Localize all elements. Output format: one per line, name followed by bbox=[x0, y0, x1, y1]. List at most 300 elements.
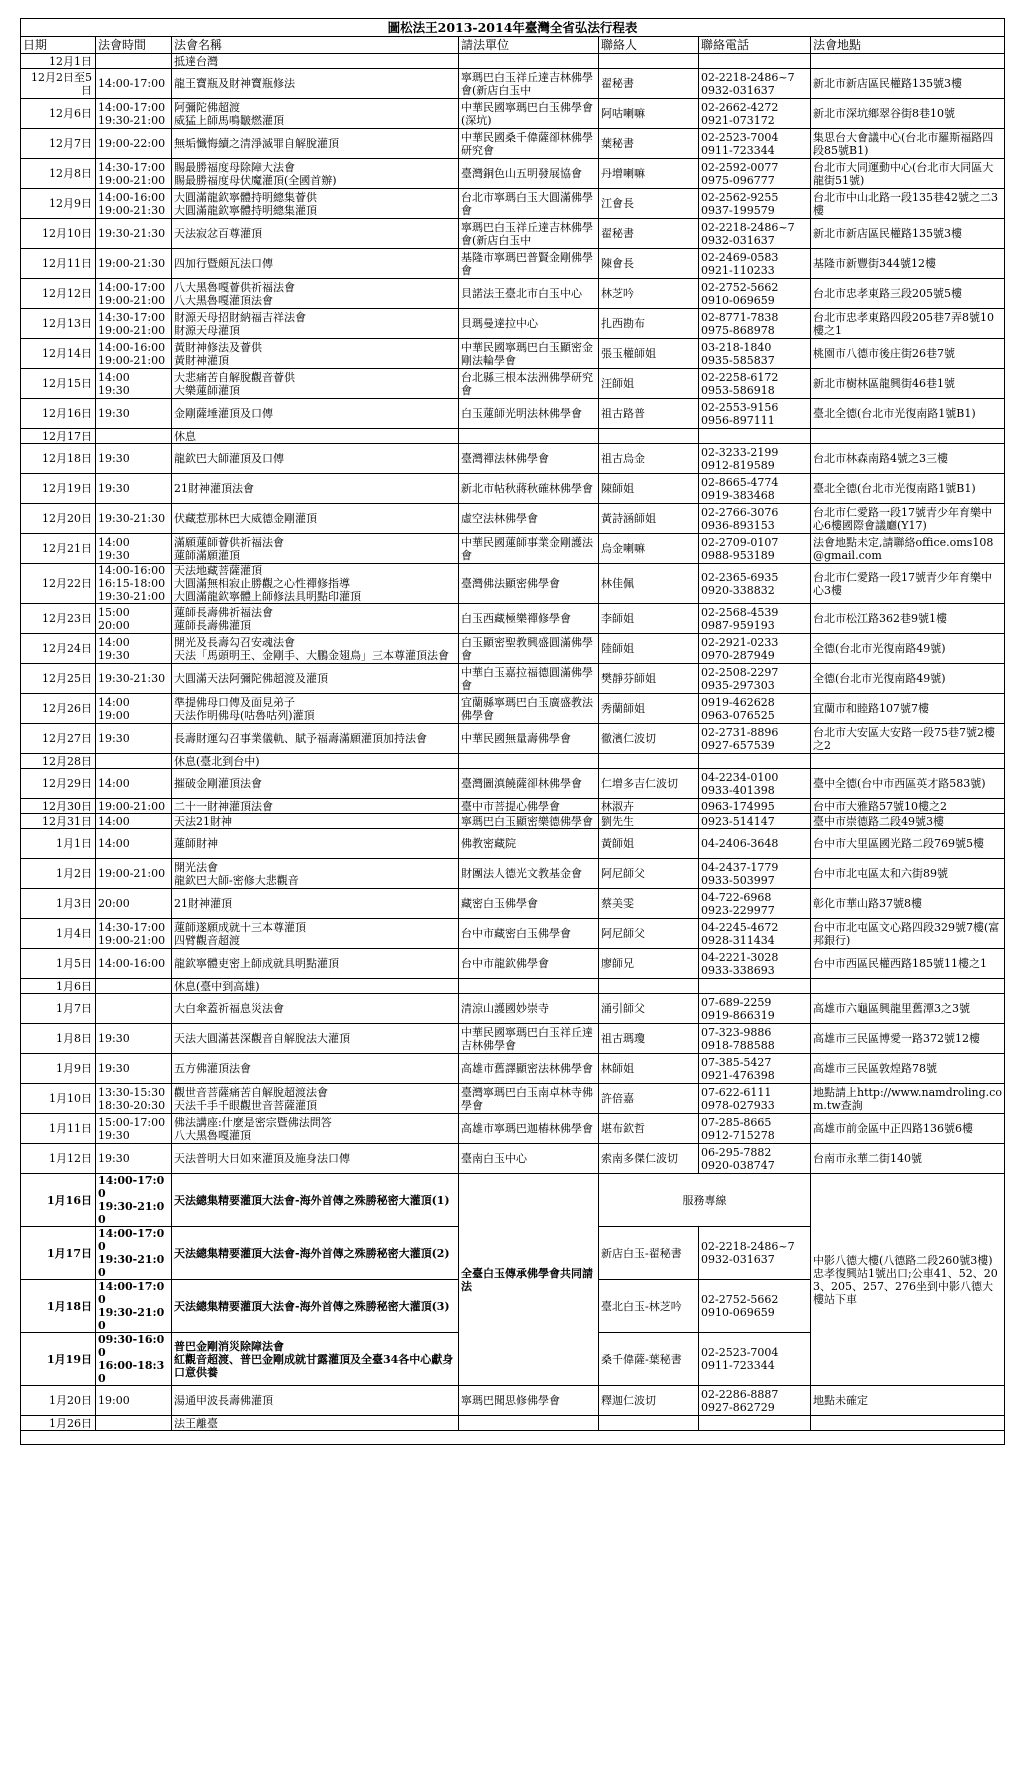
contact-cell: 涌引師父 bbox=[599, 994, 699, 1024]
date-cell: 12月24日 bbox=[21, 634, 96, 664]
time-cell: 19:30 bbox=[96, 474, 172, 504]
table-row bbox=[21, 1174, 1005, 1227]
phone-cell: 02-2662-4272 0921-073172 bbox=[699, 99, 811, 129]
venue-cell: 全德(台北市光復南路49號) bbox=[811, 634, 1005, 664]
date-cell: 1月4日 bbox=[21, 919, 96, 949]
venue-cell: 地點未確定 bbox=[811, 1386, 1005, 1416]
table-row bbox=[21, 279, 1005, 309]
event-name-cell: 觀世音菩薩痛苦自解脫超渡法會 天法千手千眼觀世音菩薩灌頂 bbox=[172, 1084, 459, 1114]
host-org-cell bbox=[459, 429, 599, 444]
time-cell: 19:30-21:30 bbox=[96, 664, 172, 694]
host-org-cell: 虛空法林佛學會 bbox=[459, 504, 599, 534]
date-cell: 12月23日 bbox=[21, 604, 96, 634]
venue-cell: 台南市永華二街140號 bbox=[811, 1144, 1005, 1174]
host-org-cell: 寧瑪巴聞思修佛學會 bbox=[459, 1386, 599, 1416]
header-date: 日期 bbox=[21, 37, 96, 54]
venue-cell bbox=[811, 979, 1005, 994]
time-cell: 14:00 bbox=[96, 829, 172, 859]
time-cell: 19:00 bbox=[96, 1386, 172, 1416]
table-row bbox=[21, 369, 1005, 399]
table-row bbox=[21, 129, 1005, 159]
date-cell: 12月10日 bbox=[21, 219, 96, 249]
event-name-cell: 天法總集精要灌頂大法會-海外首傳之殊勝秘密大灌頂(1) bbox=[172, 1174, 459, 1227]
event-name-cell: 開光法會 龍欽巴大師-密修大悲觀音 bbox=[172, 859, 459, 889]
host-org-cell bbox=[459, 979, 599, 994]
contact-cell: 汪師姐 bbox=[599, 369, 699, 399]
contact-cell: 新店白玉-翟秘書 bbox=[599, 1227, 699, 1280]
time-cell: 14:00-17:00 bbox=[96, 69, 172, 99]
event-name-cell: 五方佛灌頂法會 bbox=[172, 1054, 459, 1084]
table-row bbox=[21, 769, 1005, 799]
host-org-cell: 基隆市寧瑪巴普賢金剛佛學會 bbox=[459, 249, 599, 279]
phone-cell: 02-2218-2486~7 0932-031637 bbox=[699, 1227, 811, 1280]
contact-cell bbox=[599, 1416, 699, 1431]
time-cell: 20:00 bbox=[96, 889, 172, 919]
time-cell: 19:30 bbox=[96, 399, 172, 429]
time-cell: 19:30-21:30 bbox=[96, 219, 172, 249]
time-cell: 19:30 bbox=[96, 1024, 172, 1054]
phone-cell: 02-2286-8887 0927-862729 bbox=[699, 1386, 811, 1416]
time-cell bbox=[96, 429, 172, 444]
date-cell: 12月25日 bbox=[21, 664, 96, 694]
date-cell: 12月7日 bbox=[21, 129, 96, 159]
time-cell: 14:00 19:30 bbox=[96, 634, 172, 664]
host-org-cell: 清涼山護國妙崇寺 bbox=[459, 994, 599, 1024]
date-cell: 12月27日 bbox=[21, 724, 96, 754]
event-name-cell: 天法總集精要灌頂大法會-海外首傳之殊勝秘密大灌頂(2) bbox=[172, 1227, 459, 1280]
date-cell: 1月12日 bbox=[21, 1144, 96, 1174]
contact-cell: 秀蘭師姐 bbox=[599, 694, 699, 724]
time-cell: 19:30 bbox=[96, 1144, 172, 1174]
table-row bbox=[21, 1054, 1005, 1084]
contact-cell: 釋迦仁波切 bbox=[599, 1386, 699, 1416]
date-cell: 12月28日 bbox=[21, 754, 96, 769]
time-cell: 19:30 bbox=[96, 1054, 172, 1084]
phone-cell bbox=[699, 1416, 811, 1431]
time-cell bbox=[96, 994, 172, 1024]
event-name-cell: 休息(臺北到台中) bbox=[172, 754, 459, 769]
contact-cell: 林師姐 bbox=[599, 1054, 699, 1084]
phone-cell: 07-323-9886 0918-788588 bbox=[699, 1024, 811, 1054]
time-cell: 14:00 19:00 bbox=[96, 694, 172, 724]
phone-cell: 02-2523-7004 0911-723344 bbox=[699, 129, 811, 159]
host-org-cell: 寧瑪巴白玉祥丘達吉林佛學會(新店白玉中 bbox=[459, 219, 599, 249]
event-name-cell: 準提佛母口傳及面見弟子 天法作明佛母(咕魯咕列)灌頂 bbox=[172, 694, 459, 724]
header-contact: 聯絡人 bbox=[599, 37, 699, 54]
phone-cell bbox=[699, 54, 811, 69]
date-cell: 12月30日 bbox=[21, 799, 96, 814]
venue-cell: 台中市大雅路57號10樓之2 bbox=[811, 799, 1005, 814]
table-row bbox=[21, 814, 1005, 829]
phone-cell: 02-8771-7838 0975-868978 bbox=[699, 309, 811, 339]
phone-cell: 04-2221-3028 0933-338693 bbox=[699, 949, 811, 979]
phone-cell: 07-622-6111 0978-027933 bbox=[699, 1084, 811, 1114]
table-row bbox=[21, 309, 1005, 339]
phone-cell: 02-2553-9156 0956-897111 bbox=[699, 399, 811, 429]
date-cell: 12月19日 bbox=[21, 474, 96, 504]
venue-cell: 高雄市六龜區興龍里舊潭3之3號 bbox=[811, 994, 1005, 1024]
time-cell: 14:00-16:00 bbox=[96, 949, 172, 979]
event-name-cell: 抵達台灣 bbox=[172, 54, 459, 69]
phone-cell: 02-2523-7004 0911-723344 bbox=[699, 1333, 811, 1386]
contact-cell: 丹增喇嘛 bbox=[599, 159, 699, 189]
venue-cell: 台北市林森南路4號之3三樓 bbox=[811, 444, 1005, 474]
contact-cell: 黃師姐 bbox=[599, 829, 699, 859]
event-name-cell: 休息 bbox=[172, 429, 459, 444]
venue-cell: 台北市忠孝東路三段205號5樓 bbox=[811, 279, 1005, 309]
page-title: 圖松法王2013-2014年臺灣全省弘法行程表 bbox=[21, 19, 1005, 37]
venue-cell: 台北市中山北路一段135巷42號之二3樓 bbox=[811, 189, 1005, 219]
time-cell: 19:30 bbox=[96, 724, 172, 754]
event-name-cell: 賜最勝福度母除障大法會 賜最勝福度母伏魔灌頂(全國首辦) bbox=[172, 159, 459, 189]
host-org-cell: 中華白玉嘉拉福德圓滿佛學會 bbox=[459, 664, 599, 694]
host-org-cell bbox=[459, 54, 599, 69]
contact-cell: 樊靜芬師姐 bbox=[599, 664, 699, 694]
event-name-cell: 天法21財神 bbox=[172, 814, 459, 829]
contact-cell: 林佳佩 bbox=[599, 564, 699, 604]
phone-cell: 0919-462628 0963-076525 bbox=[699, 694, 811, 724]
contact-cell: 李師姐 bbox=[599, 604, 699, 634]
venue-cell: 彰化市華山路37號8樓 bbox=[811, 889, 1005, 919]
table-row bbox=[21, 249, 1005, 279]
contact-cell: 仁增多吉仁波切 bbox=[599, 769, 699, 799]
venue-cell: 台北市大同運動中心(台北市大同區大龍街51號) bbox=[811, 159, 1005, 189]
date-cell: 1月17日 bbox=[21, 1227, 96, 1280]
date-cell: 1月18日 bbox=[21, 1280, 96, 1333]
contact-cell: 祖古路普 bbox=[599, 399, 699, 429]
venue-cell: 中影八德大樓(八德路二段260號3樓)忠孝復興站1號出口;公車41、52、203、205、257、276坐到中影八德大樓站下車 bbox=[811, 1174, 1005, 1386]
time-cell: 14:00 bbox=[96, 769, 172, 799]
host-org-cell: 白玉西藏極樂禪修學會 bbox=[459, 604, 599, 634]
date-cell: 1月1日 bbox=[21, 829, 96, 859]
host-org-cell: 臺灣圖滇饒薩卻林佛學會 bbox=[459, 769, 599, 799]
table-row bbox=[21, 69, 1005, 99]
contact-cell: 黃詩涵師姐 bbox=[599, 504, 699, 534]
contact-cell: 阿咕喇嘛 bbox=[599, 99, 699, 129]
time-cell: 19:00-21:00 bbox=[96, 859, 172, 889]
event-name-cell: 二十一財神灌頂法會 bbox=[172, 799, 459, 814]
table-row bbox=[21, 1386, 1005, 1416]
contact-cell: 林淑卉 bbox=[599, 799, 699, 814]
phone-cell: 04-2406-3648 bbox=[699, 829, 811, 859]
contact-cell: 烏金喇嘛 bbox=[599, 534, 699, 564]
contact-cell: 臺北白玉-林芝吟 bbox=[599, 1280, 699, 1333]
header-name: 法會名稱 bbox=[172, 37, 459, 54]
time-cell: 14:00-16:00 16:15-18:00 19:30-21:00 bbox=[96, 564, 172, 604]
blank-row bbox=[21, 1431, 1005, 1445]
event-name-cell: 八大黑魯嘎薈供祈福法會 八大黑魯嘎灌頂法會 bbox=[172, 279, 459, 309]
date-cell: 12月21日 bbox=[21, 534, 96, 564]
host-org-cell: 中華民國蓮師事業金剛護法會 bbox=[459, 534, 599, 564]
header-row bbox=[21, 37, 1005, 54]
date-cell: 12月6日 bbox=[21, 99, 96, 129]
event-name-cell: 大白傘蓋祈福息災法會 bbox=[172, 994, 459, 1024]
phone-cell: 04-2245-4672 0928-311434 bbox=[699, 919, 811, 949]
time-cell: 14:00-16:00 19:00-21:30 bbox=[96, 189, 172, 219]
phone-cell: 04-2234-0100 0933-401398 bbox=[699, 769, 811, 799]
host-org-cell: 貝瑪曼達拉中心 bbox=[459, 309, 599, 339]
phone-cell: 02-2562-9255 0937-199579 bbox=[699, 189, 811, 219]
venue-cell: 台中市西區民權西路185號11樓之1 bbox=[811, 949, 1005, 979]
venue-cell: 全德(台北市光復南路49號) bbox=[811, 664, 1005, 694]
header-org: 請法單位 bbox=[459, 37, 599, 54]
venue-cell: 臺北全德(台北市光復南路1號B1) bbox=[811, 474, 1005, 504]
phone-cell: 02-2766-3076 0936-893153 bbox=[699, 504, 811, 534]
time-cell: 14:00 bbox=[96, 814, 172, 829]
venue-cell: 基隆市新豐街344號12樓 bbox=[811, 249, 1005, 279]
table-row bbox=[21, 54, 1005, 69]
table-row bbox=[21, 474, 1005, 504]
time-cell bbox=[96, 54, 172, 69]
contact-cell bbox=[599, 754, 699, 769]
venue-cell: 高雄市前金區中正四路136號6樓 bbox=[811, 1114, 1005, 1144]
date-cell: 12月22日 bbox=[21, 564, 96, 604]
event-name-cell: 財源天母招財納福吉祥法會 財源天母灌頂 bbox=[172, 309, 459, 339]
contact-cell: 江會長 bbox=[599, 189, 699, 219]
contact-cell: 林芝吟 bbox=[599, 279, 699, 309]
host-org-cell: 貝諾法王臺北市白玉中心 bbox=[459, 279, 599, 309]
date-cell: 12月20日 bbox=[21, 504, 96, 534]
contact-cell: 陳會長 bbox=[599, 249, 699, 279]
date-cell: 12月13日 bbox=[21, 309, 96, 339]
phone-cell: 02-2568-4539 0987-959193 bbox=[699, 604, 811, 634]
date-cell: 12月16日 bbox=[21, 399, 96, 429]
table-row bbox=[21, 694, 1005, 724]
contact-cell: 張玉權師姐 bbox=[599, 339, 699, 369]
date-cell: 12月18日 bbox=[21, 444, 96, 474]
time-cell: 15:00 20:00 bbox=[96, 604, 172, 634]
table-row bbox=[21, 444, 1005, 474]
date-cell: 1月26日 bbox=[21, 1416, 96, 1431]
time-cell: 14:30-17:00 19:00-21:00 bbox=[96, 309, 172, 339]
event-name-cell: 長壽財運勾召事業儀軌、賦予福壽滿願灌頂加持法會 bbox=[172, 724, 459, 754]
phone-cell: 02-2921-0233 0970-287949 bbox=[699, 634, 811, 664]
phone-cell: 0923-514147 bbox=[699, 814, 811, 829]
event-name-cell: 黃財神修法及薈供 黃財神灌頂 bbox=[172, 339, 459, 369]
venue-cell: 台北市仁愛路一段17號青少年育樂中心6樓國際會議廳(Y17) bbox=[811, 504, 1005, 534]
host-org-cell bbox=[459, 754, 599, 769]
event-name-cell: 阿彌陀佛超渡 威猛上師馬鳴皺燃灌頂 bbox=[172, 99, 459, 129]
time-cell: 14:00-17:00 19:30-21:00 bbox=[96, 99, 172, 129]
phone-cell bbox=[699, 429, 811, 444]
contact-cell: 索南多傑仁波切 bbox=[599, 1144, 699, 1174]
host-org-cell: 臺灣禪法林佛學會 bbox=[459, 444, 599, 474]
event-name-cell: 蓮師遂願成就十三本尊灌頂 四臂觀音超渡 bbox=[172, 919, 459, 949]
contact-cell: 扎西勘布 bbox=[599, 309, 699, 339]
phone-cell: 02-2592-0077 0975-096777 bbox=[699, 159, 811, 189]
phone-cell bbox=[699, 754, 811, 769]
phone-cell: 02-2469-0583 0921-110233 bbox=[699, 249, 811, 279]
table-row bbox=[21, 634, 1005, 664]
venue-cell: 集思台大會議中心(台北市羅斯福路四段85號B1) bbox=[811, 129, 1005, 159]
header-time: 法會時間 bbox=[96, 37, 172, 54]
event-name-cell: 龍王寶瓶及財神寶瓶修法 bbox=[172, 69, 459, 99]
host-org-cell: 高雄市舊譯顯密法林佛學會 bbox=[459, 1054, 599, 1084]
table-row bbox=[21, 564, 1005, 604]
host-org-cell: 白玉顯密聖教興盛圓滿佛學會 bbox=[459, 634, 599, 664]
event-name-cell: 休息(臺中到高雄) bbox=[172, 979, 459, 994]
contact-cell: 蔡美雯 bbox=[599, 889, 699, 919]
phone-cell: 02-2709-0107 0988-953189 bbox=[699, 534, 811, 564]
host-org-cell: 中華民國桑千偉薩卻林佛學研究會 bbox=[459, 129, 599, 159]
contact-cell: 祖古瑪瓊 bbox=[599, 1024, 699, 1054]
time-cell: 14:00-17:00 19:30-21:00 bbox=[96, 1280, 172, 1333]
venue-cell: 臺中全德(台中市西區英才路583號) bbox=[811, 769, 1005, 799]
phone-cell: 06-295-7882 0920-038747 bbox=[699, 1144, 811, 1174]
phone-cell: 02-2258-6172 0953-586918 bbox=[699, 369, 811, 399]
contact-cell: 陳師姐 bbox=[599, 474, 699, 504]
event-name-cell: 蓮師長壽佛祈福法會 蓮師長壽佛灌頂 bbox=[172, 604, 459, 634]
table-row bbox=[21, 429, 1005, 444]
table-row bbox=[21, 1144, 1005, 1174]
host-org-cell: 台中市藏密白玉佛學會 bbox=[459, 919, 599, 949]
table-row bbox=[21, 724, 1005, 754]
venue-cell: 新北市新店區民權路135號3樓 bbox=[811, 219, 1005, 249]
event-name-cell: 滿願蓮師薈供祈福法會 蓮師滿願灌頂 bbox=[172, 534, 459, 564]
time-cell: 19:30 bbox=[96, 444, 172, 474]
phone-cell: 02-2218-2486~7 0932-031637 bbox=[699, 69, 811, 99]
date-cell: 1月3日 bbox=[21, 889, 96, 919]
date-cell: 1月19日 bbox=[21, 1333, 96, 1386]
table-row bbox=[21, 189, 1005, 219]
event-name-cell: 佛法講座:什麼是密宗暨佛法問答 八大黑魯嘎灌頂 bbox=[172, 1114, 459, 1144]
venue-cell: 台北市松江路362巷9號1樓 bbox=[811, 604, 1005, 634]
host-org-cell: 高雄市寧瑪巴迦樁林佛學會 bbox=[459, 1114, 599, 1144]
contact-cell: 翟秘書 bbox=[599, 69, 699, 99]
time-cell bbox=[96, 979, 172, 994]
table-row bbox=[21, 919, 1005, 949]
phone-cell: 02-2752-5662 0910-069659 bbox=[699, 1280, 811, 1333]
event-name-cell: 摧破金剛灌頂法會 bbox=[172, 769, 459, 799]
time-cell: 19:00-21:00 bbox=[96, 799, 172, 814]
phone-cell: 02-2218-2486~7 0932-031637 bbox=[699, 219, 811, 249]
contact-cell: 桑千偉薩-葉秘書 bbox=[599, 1333, 699, 1386]
table-row bbox=[21, 994, 1005, 1024]
host-org-cell: 台北市寧瑪白玉大圓滿佛學會 bbox=[459, 189, 599, 219]
venue-cell: 臺中市崇德路二段49號3樓 bbox=[811, 814, 1005, 829]
date-cell: 12月26日 bbox=[21, 694, 96, 724]
phone-cell: 02-2752-5662 0910-069659 bbox=[699, 279, 811, 309]
date-cell: 1月2日 bbox=[21, 859, 96, 889]
venue-cell: 新北市樹林區龍興街46巷1號 bbox=[811, 369, 1005, 399]
time-cell: 14:00-17:00 19:30-21:00 bbox=[96, 1227, 172, 1280]
header-phone: 聯絡電話 bbox=[699, 37, 811, 54]
table-row bbox=[21, 159, 1005, 189]
table-row bbox=[21, 664, 1005, 694]
event-name-cell: 法王離臺 bbox=[172, 1416, 459, 1431]
host-org-cell: 藏密白玉佛學會 bbox=[459, 889, 599, 919]
contact-cell: 堪布欽哲 bbox=[599, 1114, 699, 1144]
date-cell: 1月16日 bbox=[21, 1174, 96, 1227]
event-name-cell: 天法寂忿百尊灌頂 bbox=[172, 219, 459, 249]
contact-cell: 阿尼師父 bbox=[599, 859, 699, 889]
date-cell: 12月14日 bbox=[21, 339, 96, 369]
date-cell: 1月9日 bbox=[21, 1054, 96, 1084]
event-name-cell: 蓮師財神 bbox=[172, 829, 459, 859]
venue-cell: 臺北全德(台北市光復南路1號B1) bbox=[811, 399, 1005, 429]
service-hotline-label: 服務專線 bbox=[599, 1174, 811, 1227]
time-cell: 14:00-17:00 19:30-21:00 bbox=[96, 1174, 172, 1227]
time-cell: 14:00-16:00 19:00-21:00 bbox=[96, 339, 172, 369]
phone-cell: 04-722-6968 0923-229977 bbox=[699, 889, 811, 919]
venue-cell: 台中市大里區國光路二段769號5樓 bbox=[811, 829, 1005, 859]
host-org-cell: 臺灣佛法顯密佛學會 bbox=[459, 564, 599, 604]
date-cell: 12月1日 bbox=[21, 54, 96, 69]
date-cell: 12月8日 bbox=[21, 159, 96, 189]
phone-cell: 02-2731-8896 0927-657539 bbox=[699, 724, 811, 754]
phone-cell: 03-218-1840 0935-585837 bbox=[699, 339, 811, 369]
event-name-cell: 開光及長壽勾召安魂法會 天法「馬頭明王、金剛手、大鵬金翅鳥」三本尊灌頂法會 bbox=[172, 634, 459, 664]
host-org-cell: 宜蘭縣寧瑪巴白玉廣盛教法佛學會 bbox=[459, 694, 599, 724]
host-org-cell: 中華民國寧瑪巴白玉祥丘達吉林佛學會 bbox=[459, 1024, 599, 1054]
contact-cell: 葉秘書 bbox=[599, 129, 699, 159]
venue-cell: 新北市深坑鄉翠谷街8巷10號 bbox=[811, 99, 1005, 129]
table-row bbox=[21, 399, 1005, 429]
date-cell: 1月20日 bbox=[21, 1386, 96, 1416]
time-cell: 13:30-15:30 18:30-20:30 bbox=[96, 1084, 172, 1114]
time-cell: 14:00 19:30 bbox=[96, 534, 172, 564]
event-name-cell: 21財神灌頂 bbox=[172, 889, 459, 919]
table-row bbox=[21, 829, 1005, 859]
table-row bbox=[21, 859, 1005, 889]
host-org-cell: 中華民國寧瑪巴白玉顯密金剛法輪學會 bbox=[459, 339, 599, 369]
blank-cell bbox=[21, 1431, 1005, 1445]
date-cell: 1月8日 bbox=[21, 1024, 96, 1054]
phone-cell: 07-285-8665 0912-715278 bbox=[699, 1114, 811, 1144]
event-name-cell: 大圓滿龍欽寧體持明總集薈供 大圓滿龍欽寧體持明總集灌頂 bbox=[172, 189, 459, 219]
table-row bbox=[21, 534, 1005, 564]
venue-cell: 新北市新店區民權路135號3樓 bbox=[811, 69, 1005, 99]
date-cell: 12月31日 bbox=[21, 814, 96, 829]
table-row bbox=[21, 1084, 1005, 1114]
date-cell: 1月5日 bbox=[21, 949, 96, 979]
table-row bbox=[21, 504, 1005, 534]
host-org-cell: 台中市龍欽佛學會 bbox=[459, 949, 599, 979]
event-name-cell: 21財神灌頂法會 bbox=[172, 474, 459, 504]
date-cell: 1月6日 bbox=[21, 979, 96, 994]
host-org-cell: 臺灣銅色山五明發展協會 bbox=[459, 159, 599, 189]
event-name-cell: 伏藏惹那林巴大威德金剛灌頂 bbox=[172, 504, 459, 534]
phone-cell bbox=[699, 979, 811, 994]
phone-cell: 02-3233-2199 0912-819589 bbox=[699, 444, 811, 474]
time-cell: 14:00-17:00 19:00-21:00 bbox=[96, 279, 172, 309]
table-row bbox=[21, 799, 1005, 814]
contact-cell: 阿尼師父 bbox=[599, 919, 699, 949]
event-name-cell: 大悲痛苦自解脫觀音薈供 大樂蓮師灌頂 bbox=[172, 369, 459, 399]
event-name-cell: 天法總集精要灌頂大法會-海外首傳之殊勝秘密大灌頂(3) bbox=[172, 1280, 459, 1333]
time-cell: 14:00 19:30 bbox=[96, 369, 172, 399]
phone-cell: 04-2437-1779 0933-503997 bbox=[699, 859, 811, 889]
date-cell: 12月12日 bbox=[21, 279, 96, 309]
contact-cell: 翟秘書 bbox=[599, 219, 699, 249]
table-row bbox=[21, 1114, 1005, 1144]
host-org-cell: 佛教密藏院 bbox=[459, 829, 599, 859]
table-row bbox=[21, 1024, 1005, 1054]
time-cell bbox=[96, 754, 172, 769]
date-cell: 12月15日 bbox=[21, 369, 96, 399]
event-name-cell: 無垢懺悔續之清淨滅罪自解脫灌頂 bbox=[172, 129, 459, 159]
event-name-cell: 龍欽寧體吏密上師成就具明點灌頂 bbox=[172, 949, 459, 979]
event-name-cell: 四加行暨頗瓦法口傳 bbox=[172, 249, 459, 279]
event-name-cell: 普巴金剛消災除障法會 紅觀音超渡、普巴金剛成就甘露灌頂及全臺34各中心獻身口意供養 bbox=[172, 1333, 459, 1386]
phone-cell: 02-2508-2297 0935-297303 bbox=[699, 664, 811, 694]
venue-cell bbox=[811, 754, 1005, 769]
contact-cell: 祖古烏金 bbox=[599, 444, 699, 474]
venue-cell: 桃園市八德市後庄街26巷7號 bbox=[811, 339, 1005, 369]
phone-cell: 02-2365-6935 0920-338832 bbox=[699, 564, 811, 604]
host-org-cell: 中華民國無量壽佛學會 bbox=[459, 724, 599, 754]
contact-cell: 徹濱仁波切 bbox=[599, 724, 699, 754]
